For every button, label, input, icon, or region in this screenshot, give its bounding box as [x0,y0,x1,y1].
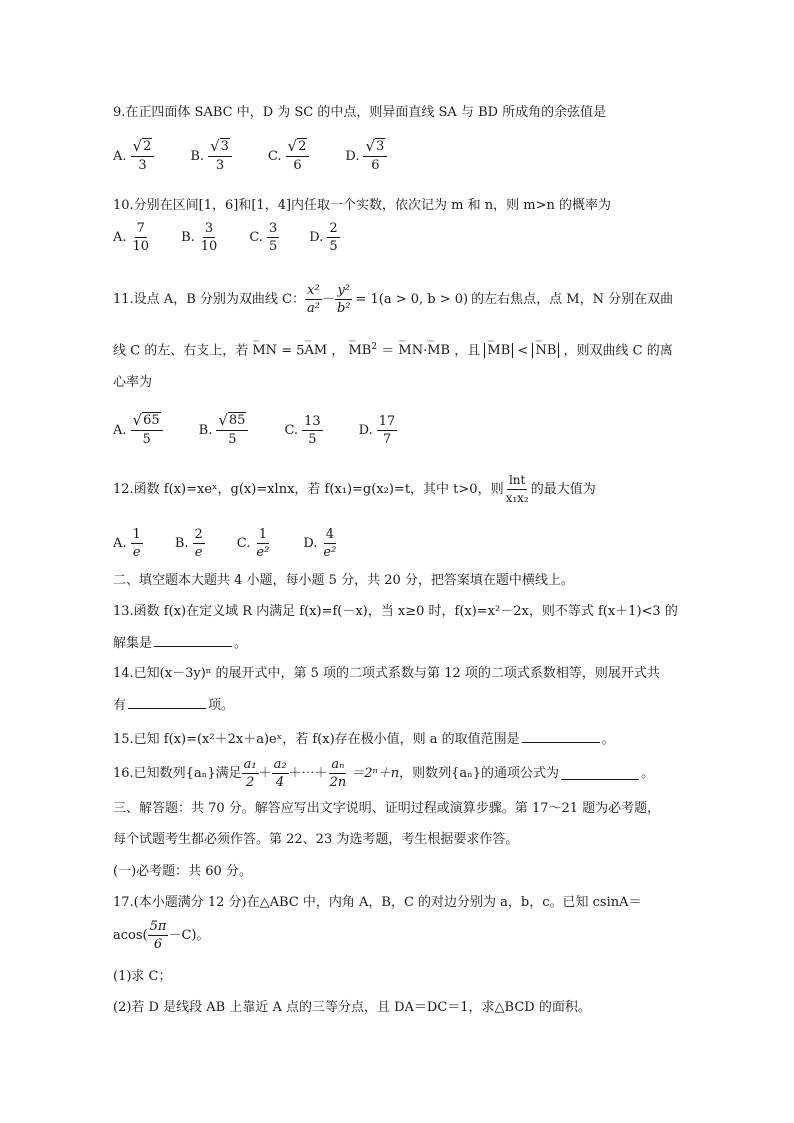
q11-vector-am: ᵕᵕᵕ AM [304,342,327,360]
q9-options [113,138,423,174]
q10-option-c: C. $\frac{3}{5}$ [249,221,278,254]
q11-vector-mn-2: ᵕᵕᵕ MN [398,342,423,360]
q11-vector-mn: ᵕᵕᵕ MN [252,342,277,360]
q12-option-c: C. $\frac{1}{\text{e²}}$ [236,527,270,560]
q10-option-d: D. $\frac{2}{5}$ [309,221,338,254]
q11-option-a: A. √ 65 5 [113,412,163,448]
q12-option-b: B. $\frac{2}{e}$ [174,527,203,560]
q12-options [113,526,374,561]
q11-option-d: D. $\frac{17}{7}$ [358,413,396,447]
q9-option-b: B. √ 3 3 [190,138,232,174]
q9-option-a: A. √ 2 3 [113,138,154,174]
q13-line2: 解集是 。 [113,636,248,651]
q17-line1: 17.(本小题满分 12 分)在△ABC 中，内角 A，B，C 的对边分别为 a，b，c。已知 csinA＝ [113,895,642,910]
q10-options [113,220,376,255]
q11-abs-nb: ᵕᵕᵕ NB [532,343,559,358]
q11-vector-mb-2: ᵕᵕᵕ MB [427,342,450,360]
q11-option-b: B. √ 85 5 [199,412,249,448]
q17-part2: (2)若 D 是线段 AB 上靠近 A 点的三等分点，且 DA＝DC＝1，求△BCD 的面积。 [113,1000,591,1015]
q17-fraction: $\frac{5\pi}{6}$ [149,919,167,952]
q11-x-fraction: $\frac{\text{x²}}{\text{a²}}$ [306,283,320,316]
q15-line: 15.已知 f(x)=(x²＋2x＋a)eˣ，若 f(x)存在极小值，则 a 的取值范围是 。 [113,732,615,747]
q12-stem: 12.函数 f(x)=xeˣ，g(x)=xlnx，若 f(x₁)=g(x₂)=t，其中 t>0，则 $\frac{\ln t}{\text{x₁x₂}}$ 的最大值为 [113,473,596,505]
q12-option-a: A. $\frac{1}{e}$ [113,527,141,560]
q17-line2: acos( $\frac{5\pi}{6}$ －C)。 [113,919,210,952]
q9-option-c: C. √ 2 6 [268,138,309,174]
q17-part1: (1)求 C； [113,969,172,984]
q11-stem-line2: 线 C 的左、右支上，若 ᵕᵕᵕ MN = 5ᵕᵕᵕ AM ， ᵕᵕᵕ $MB^2$ ＝ ᵕᵕᵕ MN·ᵕᵕᵕ MB ，且 ᵕᵕᵕ MB < ᵕᵕᵕ NB ，则双曲线 C 的离 [113,338,673,360]
q13-line1: 13.函数 f(x)在定义域 R 内满足 f(x)=f(－x)，当 x≥0 时，f(x)=x²－2x，则不等式 f(x＋1)<3 的 [113,604,678,619]
q14-line1: 14.已知(x－3y)ⁿ 的展开式中，第 5 项的二项式系数与第 12 项的二项式系数相等，则展开式共 [113,666,660,681]
q11-stem-line1: 11.设点 A，B 分别为双曲线 C： $\frac{\text{x²}}{\text{a²}}$ － $\frac{\text{y²}}{\text{b²}}$ = 1(a > 0, b > 0) 的左右焦点，点 M，N 分别在双曲 [113,283,674,316]
q9-stem: 9.在正四面体 SABC 中，D 为 SC 的中点，则异面直线 SA 与 BD 所成角的余弦值是 [113,105,607,120]
q12-option-d: D. $\frac{4}{\text{e²}}$ [303,527,337,560]
q12-fraction: $\frac{\ln t}{\text{x₁x₂}}$ [505,473,529,505]
q11-abs-mb: ᵕᵕᵕ MB [484,343,513,358]
q14-line2: 有 项。 [113,698,235,713]
q9-option-d: D. √ 3 6 [345,138,387,174]
q10-option-a: A. $\frac{7}{10}$ [113,221,150,254]
required-heading: (一)必考题：共 60 分。 [113,864,252,879]
q11-vector-mb: ᵕᵕᵕ MB [348,342,371,360]
q11-stem-line3: 心率为 [113,375,153,390]
q15-answer-blank [522,730,600,743]
q11-y-fraction: $\frac{\text{y²}}{\text{b²}}$ [336,283,351,316]
q16-answer-blank [561,767,639,780]
q11-options [113,412,433,448]
q10-stem: 10.分别在区间[1，6]和[1，4]内任取一个实数，依次记为 m 和 n，则 m>n 的概率为 [113,198,611,213]
section-3-heading-line1: 三、解答题：共 70 分。解答应写出文字说明、证明过程或演算步骤。第 17～21 题为必考题， [113,801,661,816]
q10-option-b: B. $\frac{3}{10}$ [181,221,218,254]
section-2-heading: 二、填空题本大题共 4 小题，每小题 5 分，共 20 分，把答案填在题中横线上。 [113,573,574,588]
section-3-heading-line2: 每个试题考生都必须作答。第 22、23 为选考题，考生根据要求作答。 [113,832,519,847]
q11-option-c: C. $\frac{13}{5}$ [284,413,321,447]
q16-line: 16.已知数列{aₙ}满足 $\frac{\text{a₁}}{2}$ ＋ $\frac{\text{a₂}}{4}$ ＋⋯＋ $\frac{\text{aₙ}}{2n}$ ＝2ⁿ＋n ，则数列{aₙ}的通项公式为 。 [113,757,655,790]
q14-answer-blank [128,696,206,709]
q13-answer-blank [154,634,232,647]
